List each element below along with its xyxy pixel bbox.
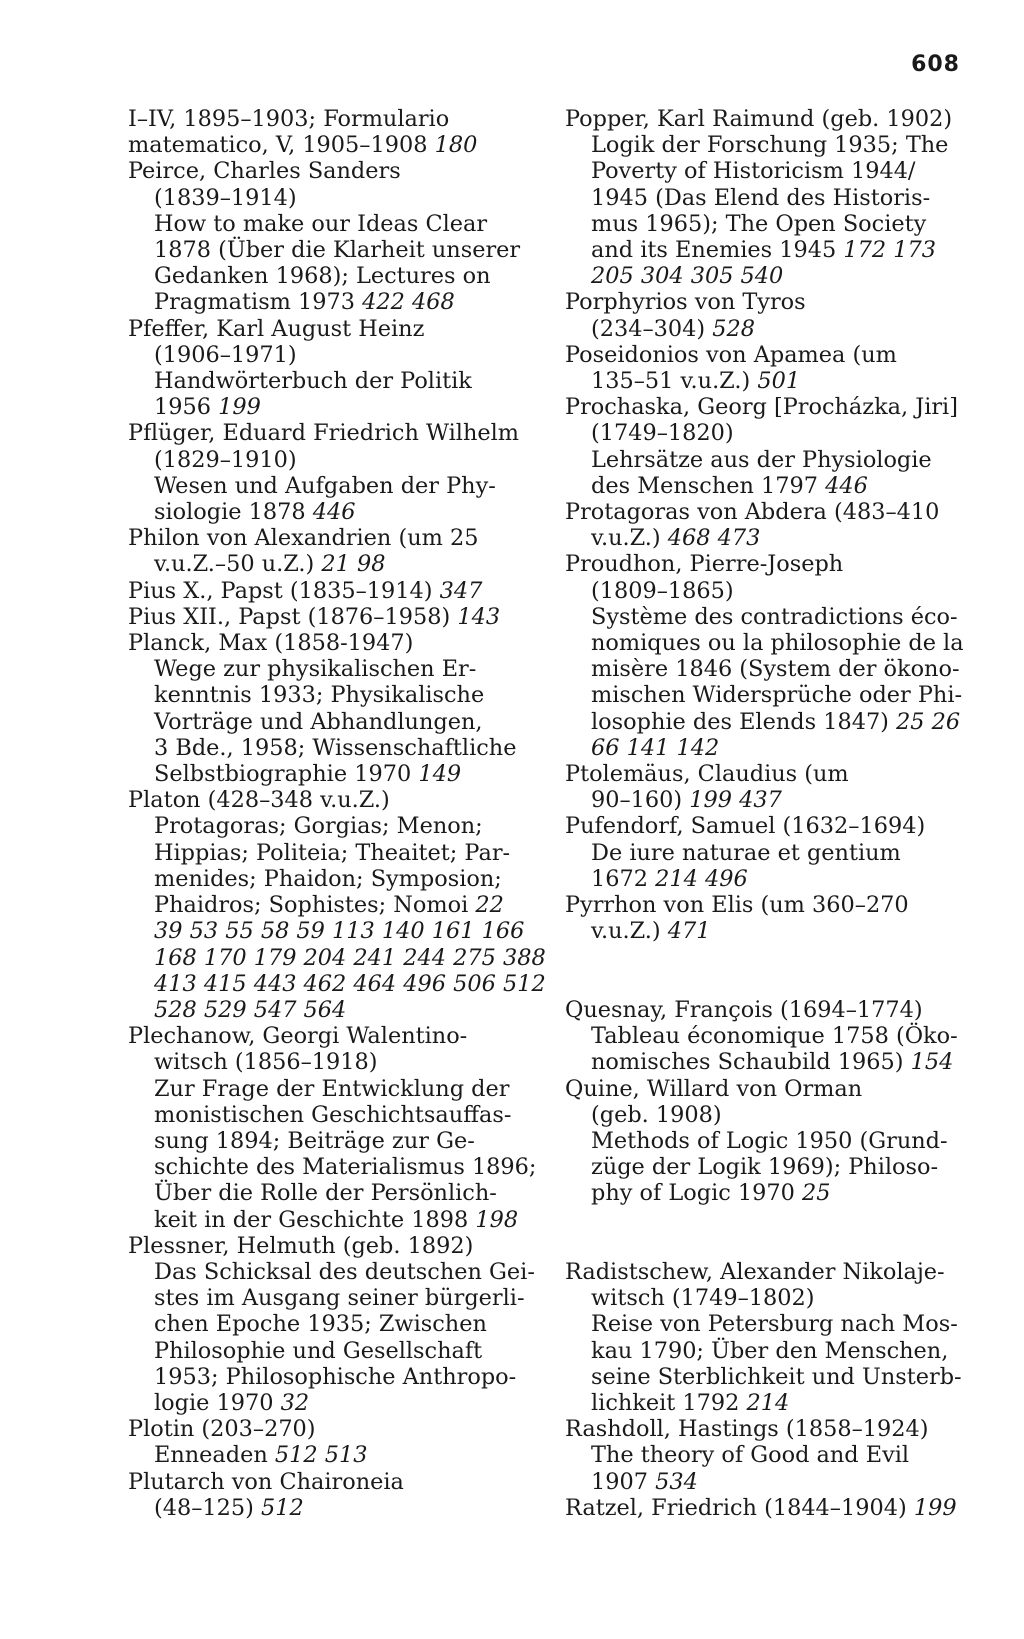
entry-subline: [565, 1390, 975, 1416]
entry-subline: [565, 211, 975, 237]
entry-text: 1907: [591, 1468, 648, 1495]
entry-text: Ptolemäus, Claudius (um: [565, 761, 849, 788]
entry-subline: [565, 604, 975, 630]
entry-text: nomisches Schaubild 1965): [591, 1049, 904, 1076]
entry-text: 90–160): [591, 787, 683, 814]
entry-subline: [128, 709, 538, 735]
index-entry: [565, 499, 975, 551]
entry-subline: [128, 1154, 538, 1180]
entry-subline: [128, 289, 538, 315]
entry-text: Ratzel, Friedrich (1844–1904): [565, 1494, 907, 1521]
entry-subline: [128, 473, 538, 499]
entry-text: (1906–1971): [154, 341, 297, 368]
entry-subline: [565, 525, 975, 551]
entry-subline: [565, 158, 975, 184]
page-references: 143: [457, 603, 501, 630]
entry-text: v.u.Z.–50 u.Z.): [154, 551, 315, 578]
entry-subline: [128, 892, 538, 918]
entry-text: Handwörterbuch der Politik: [154, 368, 472, 395]
entry-text: (234–304): [591, 315, 706, 342]
entry-headline: [565, 394, 975, 420]
entry-subline: [128, 761, 538, 787]
entry-text: Das Schicksal des deutschen Gei-: [154, 1258, 535, 1285]
entry-subline: [128, 447, 538, 473]
entry-text: Quesnay, François (1694–1774): [565, 996, 923, 1023]
page-references: 199: [218, 394, 261, 421]
letter-section-gap: [565, 945, 975, 997]
entry-text: losophie des Elends 1847): [591, 708, 889, 735]
index-entry: [128, 1233, 538, 1416]
entry-text: Tableau économique 1758 (Öko-: [591, 1023, 958, 1050]
entry-headline: [565, 1076, 975, 1102]
entry-headline: [565, 551, 975, 577]
entry-subline: [128, 682, 538, 708]
entry-subline: [565, 316, 975, 342]
page-references: 66 141 142: [591, 734, 720, 761]
entry-subline: [565, 578, 975, 604]
entry-text: Pyrrhon von Elis (um 360–270: [565, 892, 909, 919]
entry-text: Peirce, Charles Sanders: [128, 158, 401, 185]
entry-subline: [128, 1207, 538, 1233]
entry-text: 135–51 v.u.Z.): [591, 368, 751, 395]
entry-headline: [565, 1495, 975, 1521]
entry-text: Pius XII., Papst (1876–1958): [128, 603, 451, 630]
entry-subline: [565, 1049, 975, 1075]
entry-subline: [565, 1442, 975, 1468]
entry-text: sung 1894; Beiträge zur Ge-: [154, 1127, 475, 1154]
page-references: 172 173: [843, 237, 936, 264]
entry-subline: [128, 1442, 538, 1468]
entry-text: Methods of Logic 1950 (Grund-: [591, 1127, 948, 1154]
entry-subline: [565, 630, 975, 656]
entry-text: Phaidros; Sophistes; Nomoi: [154, 892, 469, 919]
entry-text: seine Sterblichkeit und Unsterb-: [591, 1363, 962, 1390]
entry-subline: [128, 1495, 538, 1521]
index-entry: [565, 289, 975, 341]
page-references: 214 496: [655, 865, 748, 892]
entry-subline: [565, 866, 975, 892]
entry-text: Pufendorf, Samuel (1632–1694): [565, 813, 926, 840]
entry-text: Lehrsätze aus der Physiologie: [591, 446, 932, 473]
entry-headline: [565, 1416, 975, 1442]
entry-subline: [128, 263, 538, 289]
entry-headline: [128, 420, 538, 446]
index-entry: [128, 1416, 538, 1468]
index-entry: [565, 394, 975, 499]
entry-text: I–IV, 1895–1903; Formulario: [128, 106, 450, 132]
entry-text: 1878 (Über die Klarheit unserer: [154, 237, 521, 264]
entry-text: kau 1790; Über den Menschen,: [591, 1337, 949, 1364]
page-references: 501: [757, 368, 801, 395]
entry-subline: [128, 1338, 538, 1364]
entry-subline: [128, 944, 546, 971]
entry-subline: [565, 682, 975, 708]
entry-text: Poverty of Historicism 1944/: [591, 158, 916, 185]
entry-text: Rashdoll, Hastings (1858–1924): [565, 1416, 929, 1443]
entry-text: (48–125): [154, 1494, 254, 1521]
entry-text: Wesen und Aufgaben der Phy-: [154, 472, 496, 499]
entry-text: 1945 (Das Elend des Historis-: [591, 184, 931, 211]
entry-headline: [565, 813, 975, 839]
entry-text: logie 1970: [154, 1389, 274, 1416]
entry-text: witsch (1856–1918): [154, 1049, 378, 1076]
entry-subline: [128, 813, 538, 839]
index-entry: [565, 813, 975, 892]
entry-text: and its Enemies 1945: [591, 237, 837, 264]
entry-headline: [565, 761, 975, 787]
entry-subline: [565, 420, 975, 446]
entry-subline: [565, 1285, 975, 1311]
entry-subline: [128, 185, 538, 211]
entry-subline: [128, 1049, 538, 1075]
entry-text: Enneaden: [154, 1442, 268, 1469]
entry-text: Protagoras; Gorgias; Menon;: [154, 813, 483, 840]
page-references: 512: [261, 1494, 304, 1521]
entry-headline: [128, 1233, 538, 1259]
page-references: 149: [418, 761, 462, 788]
entry-subline: [565, 237, 975, 263]
entry-subline: [128, 342, 538, 368]
entry-headline: [128, 1469, 538, 1495]
page-references: 32: [280, 1389, 310, 1416]
entry-subline: [128, 1311, 538, 1337]
entry-subline: [565, 132, 975, 158]
index-entry: [128, 604, 538, 630]
entry-subline: [128, 1102, 538, 1128]
entry-text: Reise von Petersburg nach Mos-: [591, 1311, 958, 1338]
entry-subline: [128, 1285, 538, 1311]
entry-text: Hippias; Politeia; Theaitet; Par-: [154, 839, 511, 866]
letter-section-gap: [565, 1207, 975, 1259]
entry-subline: [565, 1180, 975, 1206]
entry-headline: [128, 578, 538, 604]
entry-subline: [565, 473, 975, 499]
entry-subline: [128, 1259, 538, 1285]
entry-text: (geb. 1908): [591, 1101, 722, 1128]
index-entry: [565, 892, 975, 944]
entry-subline: [128, 551, 538, 577]
entry-text: Popper, Karl Raimund (geb. 1902): [565, 106, 953, 132]
entry-subline: [565, 447, 975, 473]
entry-subline: [128, 970, 546, 997]
index-entry: [565, 1416, 975, 1495]
entry-text: v.u.Z.): [591, 525, 661, 552]
page-references: 21 98: [321, 551, 386, 578]
entry-text: phy of Logic 1970: [591, 1180, 795, 1207]
entry-text: 3 Bde., 1958; Wissenschaftliche: [154, 734, 517, 761]
entry-subline: [565, 368, 975, 394]
entry-headline: [128, 316, 538, 342]
page-references: 512 513: [274, 1442, 368, 1469]
page-references: 198: [475, 1206, 519, 1233]
entry-text: Pius X., Papst (1835–1914): [128, 577, 433, 604]
index-entry: [565, 1495, 975, 1521]
index-entry: [128, 787, 546, 1023]
entry-subline: [128, 918, 538, 944]
entry-subline: [128, 997, 538, 1023]
entry-subline: [128, 840, 538, 866]
page-references: 347: [439, 577, 483, 604]
page-references: 168 170 179 204 241 244 275 388: [154, 944, 546, 971]
entry-subline: [565, 1338, 975, 1364]
entry-text: (1749–1820): [591, 420, 734, 447]
entry-text: 1956: [154, 394, 211, 421]
entry-text: schichte des Materialismus 1896;: [154, 1154, 537, 1181]
entry-subline: [565, 263, 975, 289]
entry-text: Système des contradictions éco-: [591, 603, 958, 630]
entry-subline: [128, 1390, 538, 1416]
page-references: 214: [746, 1389, 790, 1416]
entry-text: matematico, V, 1905–1908: [128, 132, 428, 159]
index-entry: [128, 158, 538, 315]
entry-text: Über die Rolle der Persönlich-: [154, 1180, 497, 1207]
entry-subline: [565, 1154, 975, 1180]
entry-subline: [128, 1076, 538, 1102]
entry-subline: [128, 1364, 538, 1390]
entry-text: witsch (1749–1802): [591, 1285, 815, 1312]
entry-text: lichkeit 1792: [591, 1389, 740, 1416]
entry-text: stes im Ausgang seiner bürgerli-: [154, 1285, 525, 1312]
entry-text: mus 1965); The Open Society: [591, 210, 927, 237]
page-references: 154: [910, 1049, 954, 1076]
entry-headline: [128, 525, 538, 551]
entry-headline: [128, 1023, 538, 1049]
page-references: 446: [312, 499, 356, 526]
entry-headline: [128, 132, 538, 158]
entry-text: keit in der Geschichte 1898: [154, 1206, 469, 1233]
entry-subline: [128, 1180, 538, 1206]
page-references: 199: [913, 1494, 957, 1521]
page-references: 22: [475, 892, 504, 919]
entry-subline: [565, 1102, 975, 1128]
entry-headline: [565, 499, 975, 525]
index-entry: [128, 1023, 538, 1233]
entry-text: Vorträge und Abhandlungen,: [154, 708, 483, 735]
entry-text: menides; Phaidon; Symposion;: [154, 865, 502, 892]
entry-headline: [565, 892, 975, 918]
entry-headline: [128, 1416, 538, 1442]
entry-text: Plechanow, Georgi Walentino-: [128, 1023, 468, 1050]
page-references: 25 26: [896, 708, 961, 735]
entry-text: Logik der Forschung 1935; The: [591, 132, 949, 159]
page-references: 471: [667, 918, 711, 945]
entry-text: (1829–1910): [154, 446, 297, 473]
index-entry: [128, 630, 538, 787]
entry-headline: [128, 604, 538, 630]
index-entry: [565, 551, 975, 761]
entry-subline: [565, 1311, 975, 1337]
index-entry: [565, 1076, 975, 1207]
index-entry: [128, 525, 538, 577]
entry-subline: [565, 1469, 975, 1495]
page-references: 534: [655, 1468, 698, 1495]
entry-text: The theory of Good and Evil: [591, 1442, 910, 1469]
index-entry: [128, 1469, 538, 1521]
entry-text: Plutarch von Chaironeia: [128, 1468, 404, 1495]
entry-headline: [128, 787, 538, 813]
entry-subline: [128, 735, 538, 761]
entry-text: misère 1846 (System der ökono-: [591, 656, 960, 683]
index-entry: [565, 342, 975, 394]
page-number: 608: [911, 52, 960, 77]
entry-subline: [128, 237, 538, 263]
page-references: 468 473: [667, 525, 761, 552]
left-column: [128, 106, 546, 1521]
page-references: 528: [712, 315, 756, 342]
entry-text: Selbstbiographie 1970: [154, 761, 412, 788]
index-entry: [128, 420, 538, 525]
entry-subline: [128, 499, 538, 525]
entry-text: Quine, Willard von Orman: [565, 1075, 863, 1102]
entry-text: Porphyrios von Tyros: [565, 289, 806, 316]
entry-text: De iure naturae et gentium: [591, 839, 901, 866]
entry-subline: [565, 1023, 975, 1049]
index-entry: [565, 1259, 975, 1416]
entry-text: Prochaska, Georg [Procházka, Jiri]: [565, 394, 958, 421]
entry-subline: [565, 185, 975, 211]
entry-text: Plessner, Helmuth (geb. 1892): [128, 1232, 474, 1259]
entry-text: mischen Widersprüche oder Phi-: [591, 682, 963, 709]
entry-text: Pflüger, Eduard Friedrich Wilhelm: [128, 420, 520, 447]
page-references: 446: [825, 472, 868, 499]
entry-text: Plotin (203–270): [128, 1416, 316, 1443]
entry-subline: [565, 918, 975, 944]
page-references: 528 529 547 564: [154, 996, 347, 1023]
entry-subline: [565, 656, 975, 682]
index-entry: [565, 997, 975, 1076]
entry-headline: [565, 342, 975, 368]
entry-text: siologie 1878: [154, 499, 306, 526]
entry-text: (1839–1914): [154, 184, 297, 211]
entry-text: monistischen Geschichtsauffas-: [154, 1101, 512, 1128]
entry-subline: [128, 1128, 538, 1154]
page-references: 413 415 443 462 464 496 506 512: [154, 970, 546, 997]
entry-text: Protagoras von Abdera (483–410: [565, 499, 940, 526]
entry-text: Radistschew, Alexander Nikolaje-: [565, 1258, 945, 1285]
entry-text: Philosophie und Gesellschaft: [154, 1337, 483, 1364]
entry-text: des Menschen 1797: [591, 472, 819, 499]
index-entry: [565, 106, 975, 289]
page-references: 199 437: [689, 787, 782, 814]
index-entry: [128, 316, 538, 421]
page-references: 180: [434, 132, 478, 159]
entry-text: Pragmatism 1973: [154, 289, 356, 316]
entry-text: Poseidonios von Apamea (um: [565, 341, 897, 368]
entry-text: v.u.Z.): [591, 918, 661, 945]
entry-subline: [565, 1364, 975, 1390]
entry-subline: [565, 735, 975, 761]
entry-text: chen Epoche 1935; Zwischen: [154, 1311, 487, 1338]
entry-text: 1953; Philosophische Anthropo-: [154, 1363, 517, 1390]
entry-headline: [565, 997, 975, 1023]
page-references: 25: [802, 1180, 831, 1207]
entry-text: Gedanken 1968); Lectures on: [154, 263, 491, 290]
page-references: 422 468: [362, 289, 455, 316]
page-references: 39 53 55 58 59 113 140 161 166: [154, 918, 525, 945]
index-entry: [128, 106, 538, 158]
entry-headline: [565, 1259, 975, 1285]
entry-text: (1809–1865): [591, 577, 734, 604]
entry-text: How to make our Ideas Clear: [154, 210, 488, 237]
entry-headline: [128, 630, 538, 656]
entry-headline: [128, 158, 538, 184]
entry-subline: [565, 709, 975, 735]
entry-text: Pfeffer, Karl August Heinz: [128, 315, 425, 342]
index-entry: [128, 578, 538, 604]
entry-text: nomiques ou la philosophie de la: [591, 630, 964, 657]
entry-headline: [565, 106, 975, 132]
entry-text: Planck, Max (1858-1947): [128, 630, 414, 657]
entry-text: Wege zur physikalischen Er-: [154, 656, 477, 683]
entry-subline: [128, 368, 538, 394]
entry-subline: [565, 787, 975, 813]
right-column: [565, 106, 975, 1521]
entry-subline: [128, 211, 538, 237]
entry-subline: [565, 1128, 975, 1154]
entry-subline: [128, 394, 538, 420]
entry-text: Zur Frage der Entwicklung der: [154, 1075, 510, 1102]
entry-subline: [128, 866, 538, 892]
entry-text: 1672: [591, 865, 648, 892]
entry-headline: [128, 106, 538, 132]
entry-subline: [565, 840, 975, 866]
entry-text: Proudhon, Pierre-Joseph: [565, 551, 844, 578]
page-references: 205 304 305 540: [591, 263, 784, 290]
entry-text: Philon von Alexandrien (um 25: [128, 525, 479, 552]
entry-text: züge der Logik 1969); Philoso-: [591, 1154, 939, 1181]
index-entry: [565, 761, 975, 813]
entry-text: Platon (428–348 v.u.Z.): [128, 787, 390, 814]
entry-text: kenntnis 1933; Physikalische: [154, 682, 485, 709]
entry-subline: [128, 656, 538, 682]
entry-headline: [565, 289, 975, 315]
